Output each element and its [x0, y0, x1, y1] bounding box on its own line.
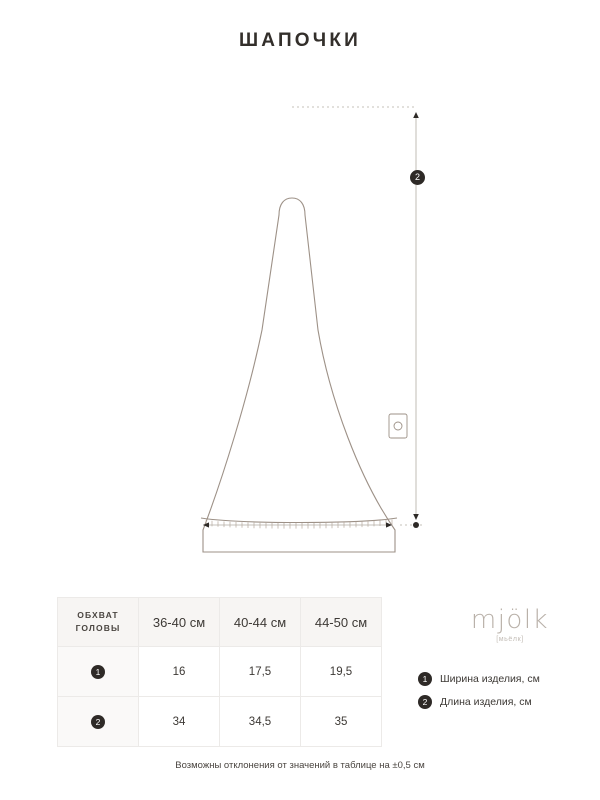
- brand-name: mjölk: [470, 605, 550, 635]
- column-header-size-1: 36-40 см: [139, 598, 220, 647]
- cell-r2-c1: 34: [139, 697, 220, 747]
- brand-logo: [455, 605, 565, 643]
- column-header-size-3: 44-50 см: [301, 598, 382, 647]
- legend: [418, 672, 540, 718]
- legend-badge-1: 1: [418, 672, 432, 686]
- footnote: Возможны отклонения от значений в таблице на ±0,5 см: [175, 760, 425, 771]
- label-tag-icon: [389, 414, 407, 438]
- size-table: [57, 597, 382, 747]
- dimension-arrows: [203, 112, 419, 528]
- cell-r1-c1: 16: [139, 647, 220, 697]
- cell-r2-c2: 34,5: [220, 697, 301, 747]
- row-marker-1: [58, 647, 139, 697]
- column-header-size-2: 40-44 см: [220, 598, 301, 647]
- cell-r1-c2: 17,5: [220, 647, 301, 697]
- legend-item-2: [418, 695, 540, 709]
- legend-badge-2: 2: [418, 695, 432, 709]
- corner-line-1: ОБХВАТ: [77, 610, 119, 620]
- table-row: [58, 697, 382, 747]
- hat-outline: [203, 198, 395, 552]
- table-row: [58, 647, 382, 697]
- brand-subtitle: [мьёлк]: [496, 636, 524, 643]
- legend-label-1: Ширина изделия, см: [440, 673, 540, 685]
- row-badge-1: 1: [91, 665, 105, 679]
- legend-item-1: [418, 672, 540, 686]
- hat-cuff: [201, 518, 397, 552]
- table-header-row: [58, 598, 382, 647]
- dimension-marker-2: 2: [410, 170, 425, 185]
- product-diagram: [0, 80, 600, 560]
- dimension-point: [413, 522, 419, 528]
- legend-label-2: Длина изделия, см: [440, 696, 532, 708]
- row-badge-2: 2: [91, 715, 105, 729]
- corner-line-2: ГОЛОВЫ: [75, 623, 121, 633]
- cell-r1-c3: 19,5: [301, 647, 382, 697]
- table-corner-header: [58, 598, 139, 647]
- cell-r2-c3: 35: [301, 697, 382, 747]
- dimension-lines: [203, 107, 424, 525]
- page-title: ШАПОЧКИ: [238, 30, 361, 51]
- row-marker-2: [58, 697, 139, 747]
